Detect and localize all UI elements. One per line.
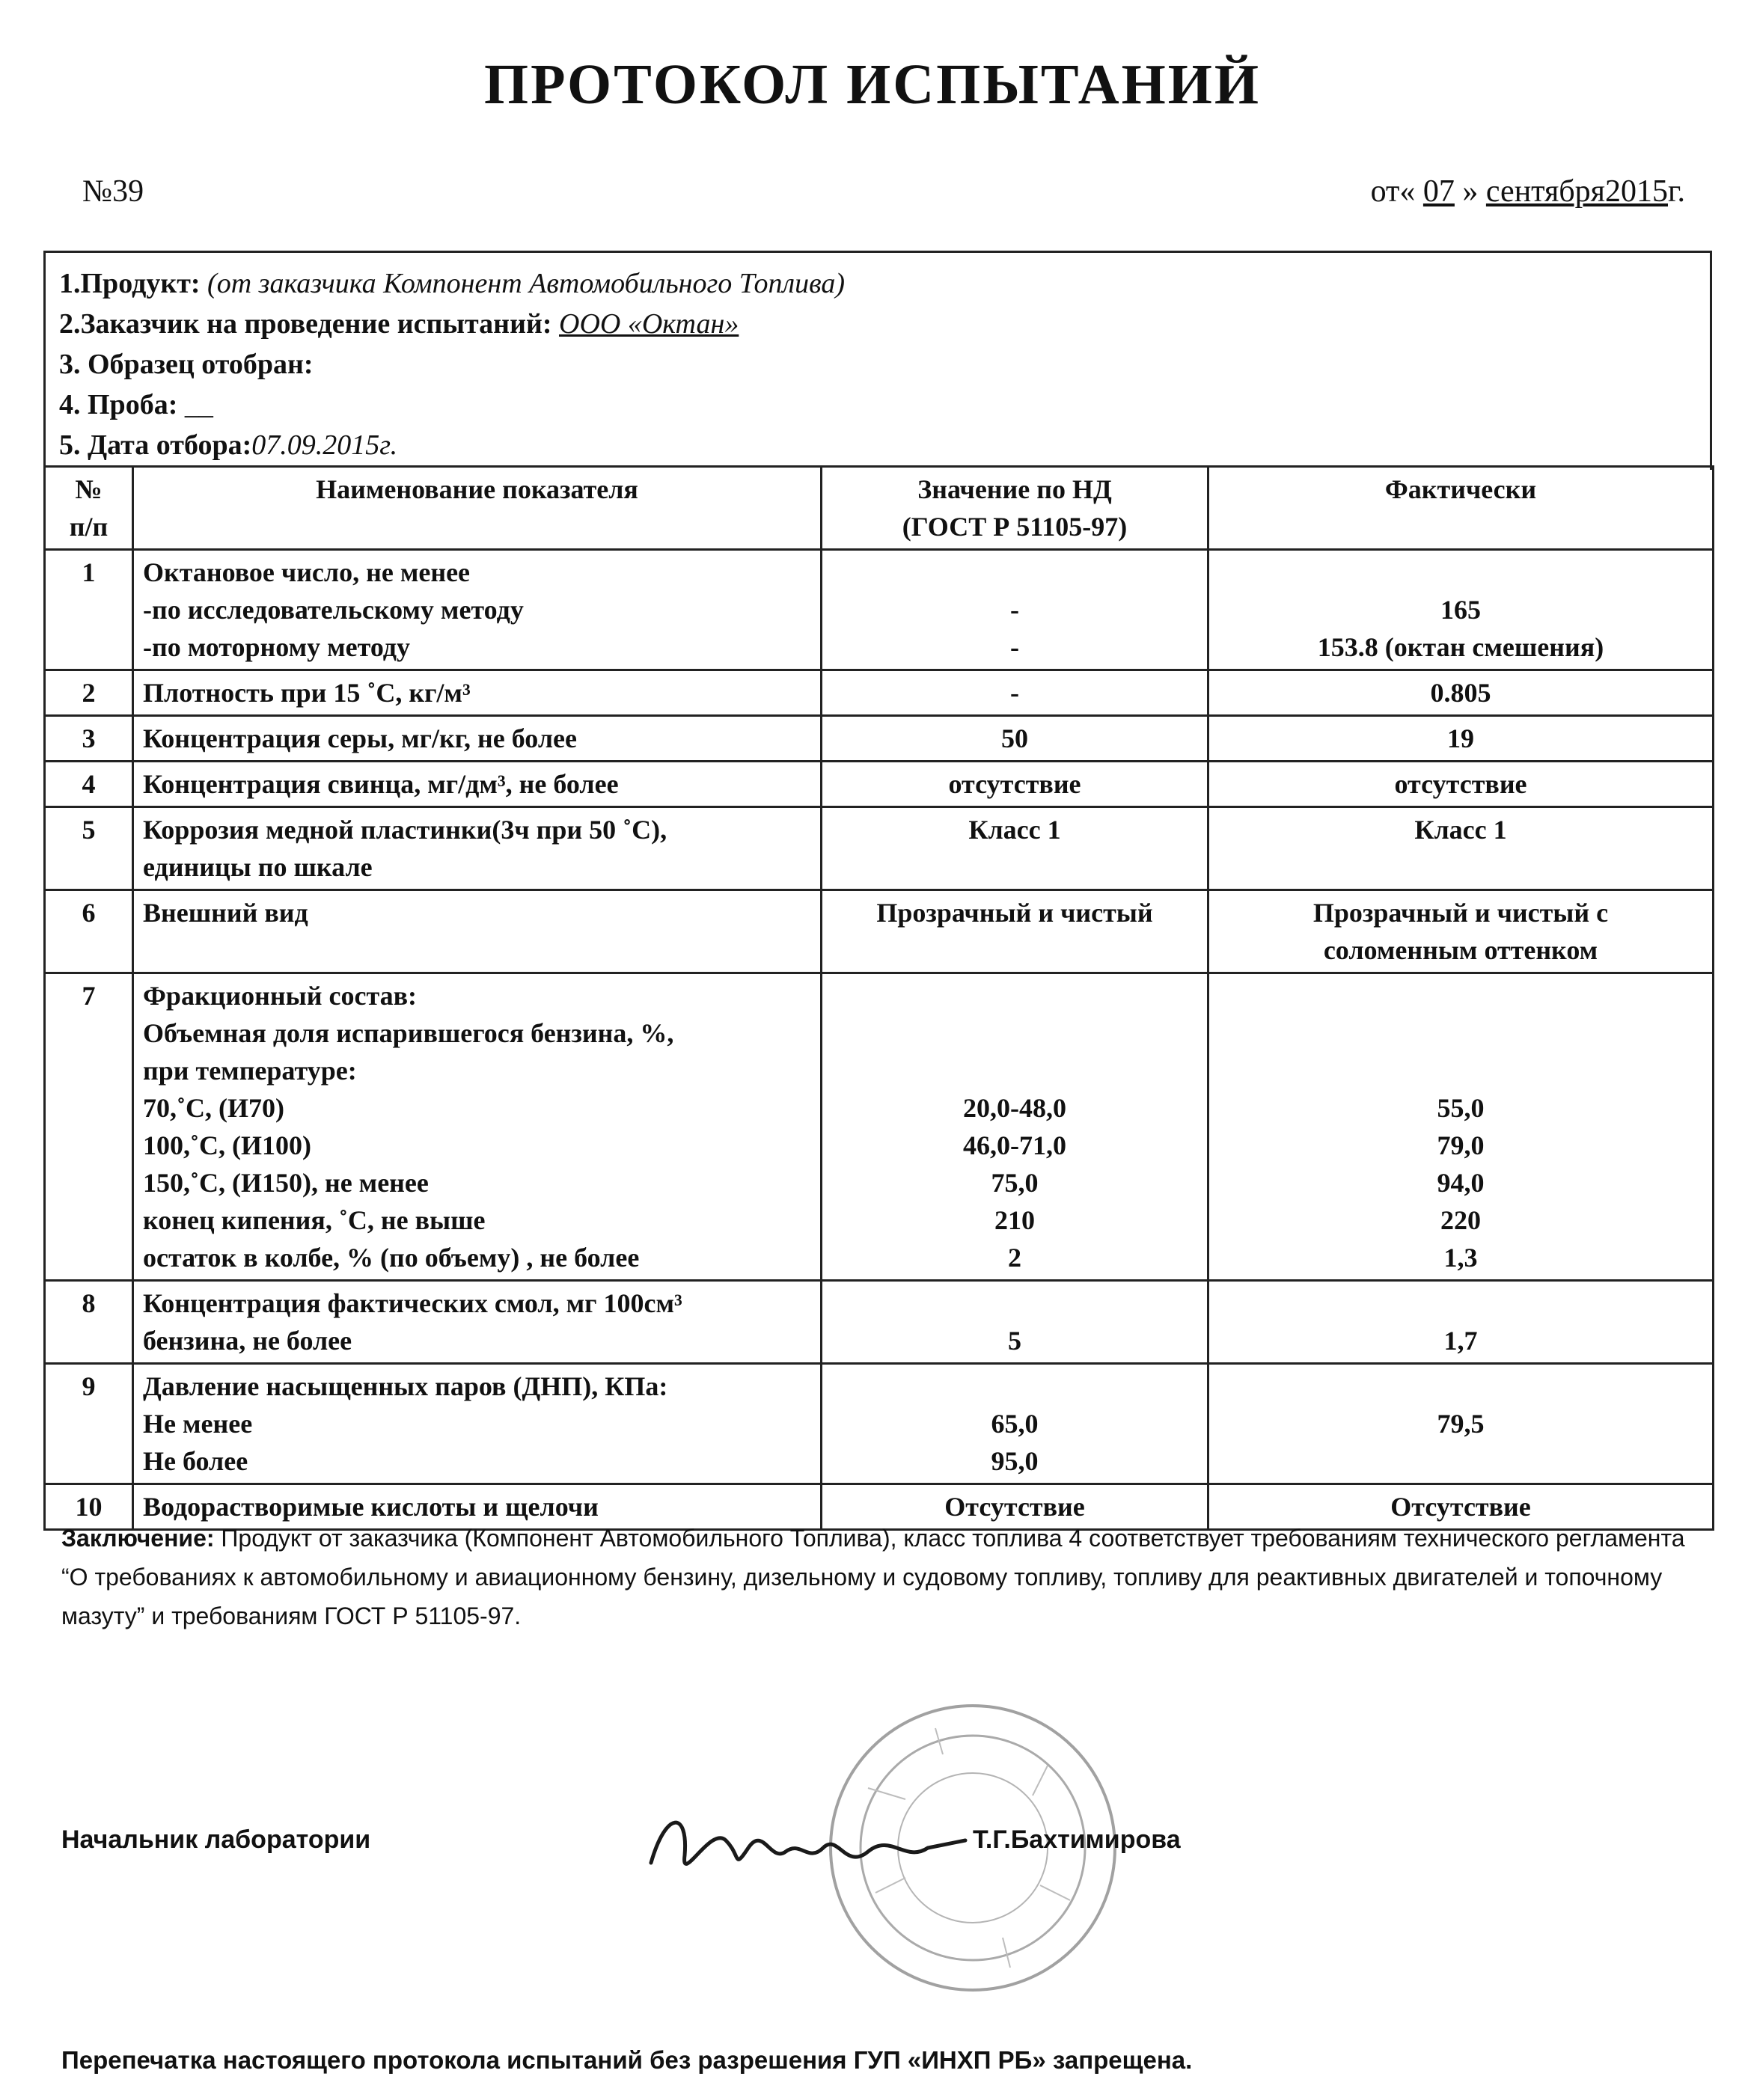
- row-norm-value-line: -: [1010, 595, 1019, 625]
- probe-label: 4. Проба:: [59, 389, 178, 420]
- row-actual-value-line: 94,0: [1437, 1168, 1485, 1198]
- product-line: [59, 263, 1710, 304]
- row-norm-value-line: 5: [1008, 1326, 1021, 1356]
- row-number: 8: [45, 1281, 133, 1364]
- footer-note: Перепечатка настоящего протокола испытаний без разрешения ГУП «ИНХП РБ» запрещена.: [61, 2046, 1193, 2074]
- row-actual-value-line: [1218, 977, 1703, 1014]
- row-norm-value: [822, 890, 1208, 973]
- row-norm-value-line: 95,0: [991, 1446, 1039, 1476]
- handwritten-signature: [644, 1781, 973, 1900]
- customer-line: [59, 304, 1710, 344]
- row-indicator-name-line: Плотность при 15 ˚С, кг/м³: [143, 678, 471, 708]
- row-indicator-name-line: остаток в колбе, % (по объему) , не более: [143, 1243, 640, 1273]
- row-indicator-name-line: Объемная доля испарившегося бензина, %,: [143, 1018, 674, 1048]
- row-norm-value-line: [831, 1368, 1198, 1405]
- table-header-row: [45, 467, 1714, 550]
- row-indicator-name: [133, 670, 822, 716]
- sample-label: 3. Образец отобран:: [59, 349, 314, 380]
- row-norm-value-line: 75,0: [991, 1168, 1039, 1198]
- customer-label: 2.Заказчик на проведение испытаний:: [59, 308, 552, 340]
- product-label: 1.Продукт:: [59, 268, 201, 299]
- row-number: 6: [45, 890, 133, 973]
- conclusion: [61, 1519, 1693, 1635]
- row-norm-value: [822, 716, 1208, 762]
- document-title: ПРОТОКОЛ ИСПЫТАНИЙ: [483, 53, 1262, 116]
- row-actual-value-line: [1218, 1442, 1703, 1480]
- row-norm-value: [822, 1364, 1208, 1484]
- conclusion-text: Продукт от заказчика (Компонент Автомобильного Топлива), класс топлива 4 соответствует требованиям технического регламента “О требованиях к автомобильному и авиационному бензину, дизельному и судовому топливу, топливу для реактивных двигателей и топочному мазуту” и требованиям ГОСТ Р 51105-97.: [61, 1525, 1685, 1629]
- row-number: 7: [45, 973, 133, 1281]
- row-indicator-name: [133, 716, 822, 762]
- table-row: [45, 762, 1714, 807]
- row-indicator-name-line: Не менее: [143, 1409, 253, 1439]
- row-indicator-name-line: 100,˚С, (И100): [143, 1130, 311, 1160]
- row-indicator-name-line: -по моторному методу: [143, 632, 410, 662]
- row-indicator-name-line: Коррозия медной пластинки(3ч при 50 ˚С),: [143, 815, 667, 845]
- row-actual-value: [1208, 762, 1714, 807]
- row-indicator-name-line: Водорастворимые кислоты и щелочи: [143, 1492, 599, 1522]
- row-actual-value-line: Прозрачный и чистый с: [1312, 898, 1609, 928]
- row-actual-value-line: 79,5: [1437, 1409, 1485, 1439]
- probe-value: __: [184, 389, 213, 420]
- row-actual-value-line: [1218, 1285, 1703, 1322]
- row-indicator-name-line: Концентрация серы, мг/кг, не более: [143, 723, 577, 753]
- row-indicator-name-line: Давление насыщенных паров (ДНП), КПа:: [143, 1371, 668, 1401]
- signatory-name: Т.Г.Бахтимирова: [973, 1825, 1181, 1854]
- table-row: [45, 550, 1714, 670]
- table-row: [45, 716, 1714, 762]
- row-indicator-name-line: 150,˚С, (И150), не менее: [143, 1168, 429, 1198]
- row-actual-value-line: Отсутствие: [1390, 1492, 1531, 1522]
- date-day: 07: [1422, 174, 1455, 209]
- row-actual-value-line: 19: [1447, 723, 1474, 753]
- row-norm-value: [822, 670, 1208, 716]
- row-actual-value-line: [1218, 1368, 1703, 1405]
- row-number: 4: [45, 762, 133, 807]
- table-body: [45, 550, 1714, 1530]
- row-norm-value-line: -: [1010, 632, 1019, 662]
- row-number: 2: [45, 670, 133, 716]
- row-actual-value-line: 1,7: [1443, 1326, 1478, 1356]
- row-norm-value-line: 50: [1001, 723, 1028, 753]
- header-name: Наименование показателя: [133, 467, 822, 550]
- row-indicator-name-line: Концентрация фактических смол, мг 100см³: [143, 1288, 682, 1318]
- row-number: 9: [45, 1364, 133, 1484]
- row-indicator-name-line: бензина, не более: [143, 1326, 352, 1356]
- table-row: [45, 670, 1714, 716]
- row-indicator-name-line: при температуре:: [143, 1056, 357, 1086]
- date-mid: »: [1462, 174, 1479, 209]
- row-actual-value: [1208, 550, 1714, 670]
- protocol-number: №39: [82, 174, 144, 209]
- row-norm-value: [822, 973, 1208, 1281]
- table-row: [45, 1281, 1714, 1364]
- row-actual-value-line: 1,3: [1443, 1243, 1478, 1273]
- row-indicator-name-line: 70,˚С, (И70): [143, 1093, 284, 1123]
- row-actual-value: [1208, 716, 1714, 762]
- row-actual-value-line: отсутствие: [1394, 769, 1527, 799]
- signatory-position: Начальник лаборатории: [61, 1825, 371, 1854]
- row-number: 1: [45, 550, 133, 670]
- row-indicator-name: [133, 1281, 822, 1364]
- row-actual-value-line: соломенным оттенком: [1323, 935, 1598, 965]
- row-norm-value-line: [831, 554, 1198, 591]
- probe-line: [59, 385, 1710, 425]
- sample-line: [59, 344, 1710, 385]
- row-norm-value-line: 210: [994, 1205, 1035, 1235]
- row-norm-value-line: 2: [1008, 1243, 1021, 1273]
- header-block: [46, 253, 1710, 470]
- row-actual-value-line: 79,0: [1437, 1130, 1485, 1160]
- row-actual-value-line: 220: [1440, 1205, 1481, 1235]
- sampling-date-line: [59, 425, 1710, 465]
- protocol-date: [1371, 174, 1685, 209]
- row-indicator-name: [133, 807, 822, 890]
- row-norm-value-line: [831, 1285, 1198, 1322]
- row-indicator-name: [133, 1364, 822, 1484]
- row-actual-value-line: Класс 1: [1414, 815, 1507, 845]
- row-norm-value-line: Отсутствие: [944, 1492, 1085, 1522]
- row-number: 10: [45, 1484, 133, 1530]
- row-norm-value-line: [831, 977, 1198, 1014]
- customer-value: ООО «Октан»: [559, 308, 739, 340]
- row-actual-value-line: 165: [1440, 595, 1481, 625]
- row-norm-value-line: [831, 1052, 1198, 1089]
- row-indicator-name-line: Октановое число, не менее: [143, 557, 471, 587]
- results-table: [43, 465, 1714, 1531]
- product-value: (от заказчика Компонент Автомобильного Топлива): [207, 268, 846, 299]
- row-norm-value-line: отсутствие: [948, 769, 1081, 799]
- row-actual-value: [1208, 1281, 1714, 1364]
- row-number: 3: [45, 716, 133, 762]
- row-indicator-name-line: -по исследовательскому методу: [143, 595, 524, 625]
- date-suffix: г.: [1668, 174, 1685, 209]
- table-row: [45, 807, 1714, 890]
- row-norm-value: [822, 762, 1208, 807]
- table-row: [45, 1364, 1714, 1484]
- row-norm-value-line: 46,0-71,0: [963, 1130, 1066, 1160]
- row-indicator-name: [133, 973, 822, 1281]
- row-indicator-name-line: Не более: [143, 1446, 248, 1476]
- row-indicator-name-line: единицы по шкале: [143, 852, 373, 882]
- row-actual-value: [1208, 890, 1714, 973]
- row-norm-value-line: Класс 1: [968, 815, 1061, 845]
- row-norm-value-line: 65,0: [991, 1409, 1039, 1439]
- header-num: № п/п: [45, 467, 133, 550]
- table-row: [45, 890, 1714, 973]
- sampling-date-label: 5. Дата отбора:: [59, 429, 252, 461]
- row-norm-value: [822, 550, 1208, 670]
- row-actual-value: [1208, 1364, 1714, 1484]
- sampling-date-value: 07.09.2015г.: [251, 429, 398, 461]
- row-actual-value: [1208, 670, 1714, 716]
- row-actual-value-line: 0.805: [1430, 678, 1491, 708]
- row-actual-value-line: [1218, 1014, 1703, 1052]
- row-norm-value-line: -: [1010, 678, 1019, 708]
- row-number: 5: [45, 807, 133, 890]
- row-indicator-name-line: конец кипения, ˚С, не выше: [143, 1205, 486, 1235]
- table-row: [45, 973, 1714, 1281]
- row-norm-value-line: Прозрачный и чистый: [876, 898, 1153, 928]
- row-indicator-name-line: Концентрация свинца, мг/дм³, не более: [143, 769, 619, 799]
- row-actual-value: [1208, 973, 1714, 1281]
- row-actual-value: [1208, 807, 1714, 890]
- header-actual: Фактически: [1208, 467, 1714, 550]
- row-actual-value-line: 55,0: [1437, 1093, 1485, 1123]
- row-indicator-name: [133, 890, 822, 973]
- row-norm-value-line: 20,0-48,0: [963, 1093, 1066, 1123]
- header-norm: Значение по НД (ГОСТ Р 51105-97): [822, 467, 1208, 550]
- row-actual-value-line: 153.8 (октан смешения): [1317, 632, 1604, 662]
- row-norm-value: [822, 1281, 1208, 1364]
- row-indicator-name: [133, 550, 822, 670]
- row-actual-value-line: [1218, 554, 1703, 591]
- header-frame: [43, 251, 1712, 470]
- conclusion-label: Заключение:: [61, 1525, 215, 1552]
- row-norm-value: [822, 807, 1208, 890]
- date-month-year: сентября2015: [1485, 174, 1668, 209]
- date-prefix: от«: [1370, 174, 1416, 209]
- row-indicator-name-line: Внешний вид: [143, 898, 308, 928]
- row-indicator-name-line: Фракционный состав:: [143, 981, 418, 1011]
- row-actual-value-line: [1218, 1052, 1703, 1089]
- row-norm-value-line: [831, 1014, 1198, 1052]
- row-indicator-name: [133, 762, 822, 807]
